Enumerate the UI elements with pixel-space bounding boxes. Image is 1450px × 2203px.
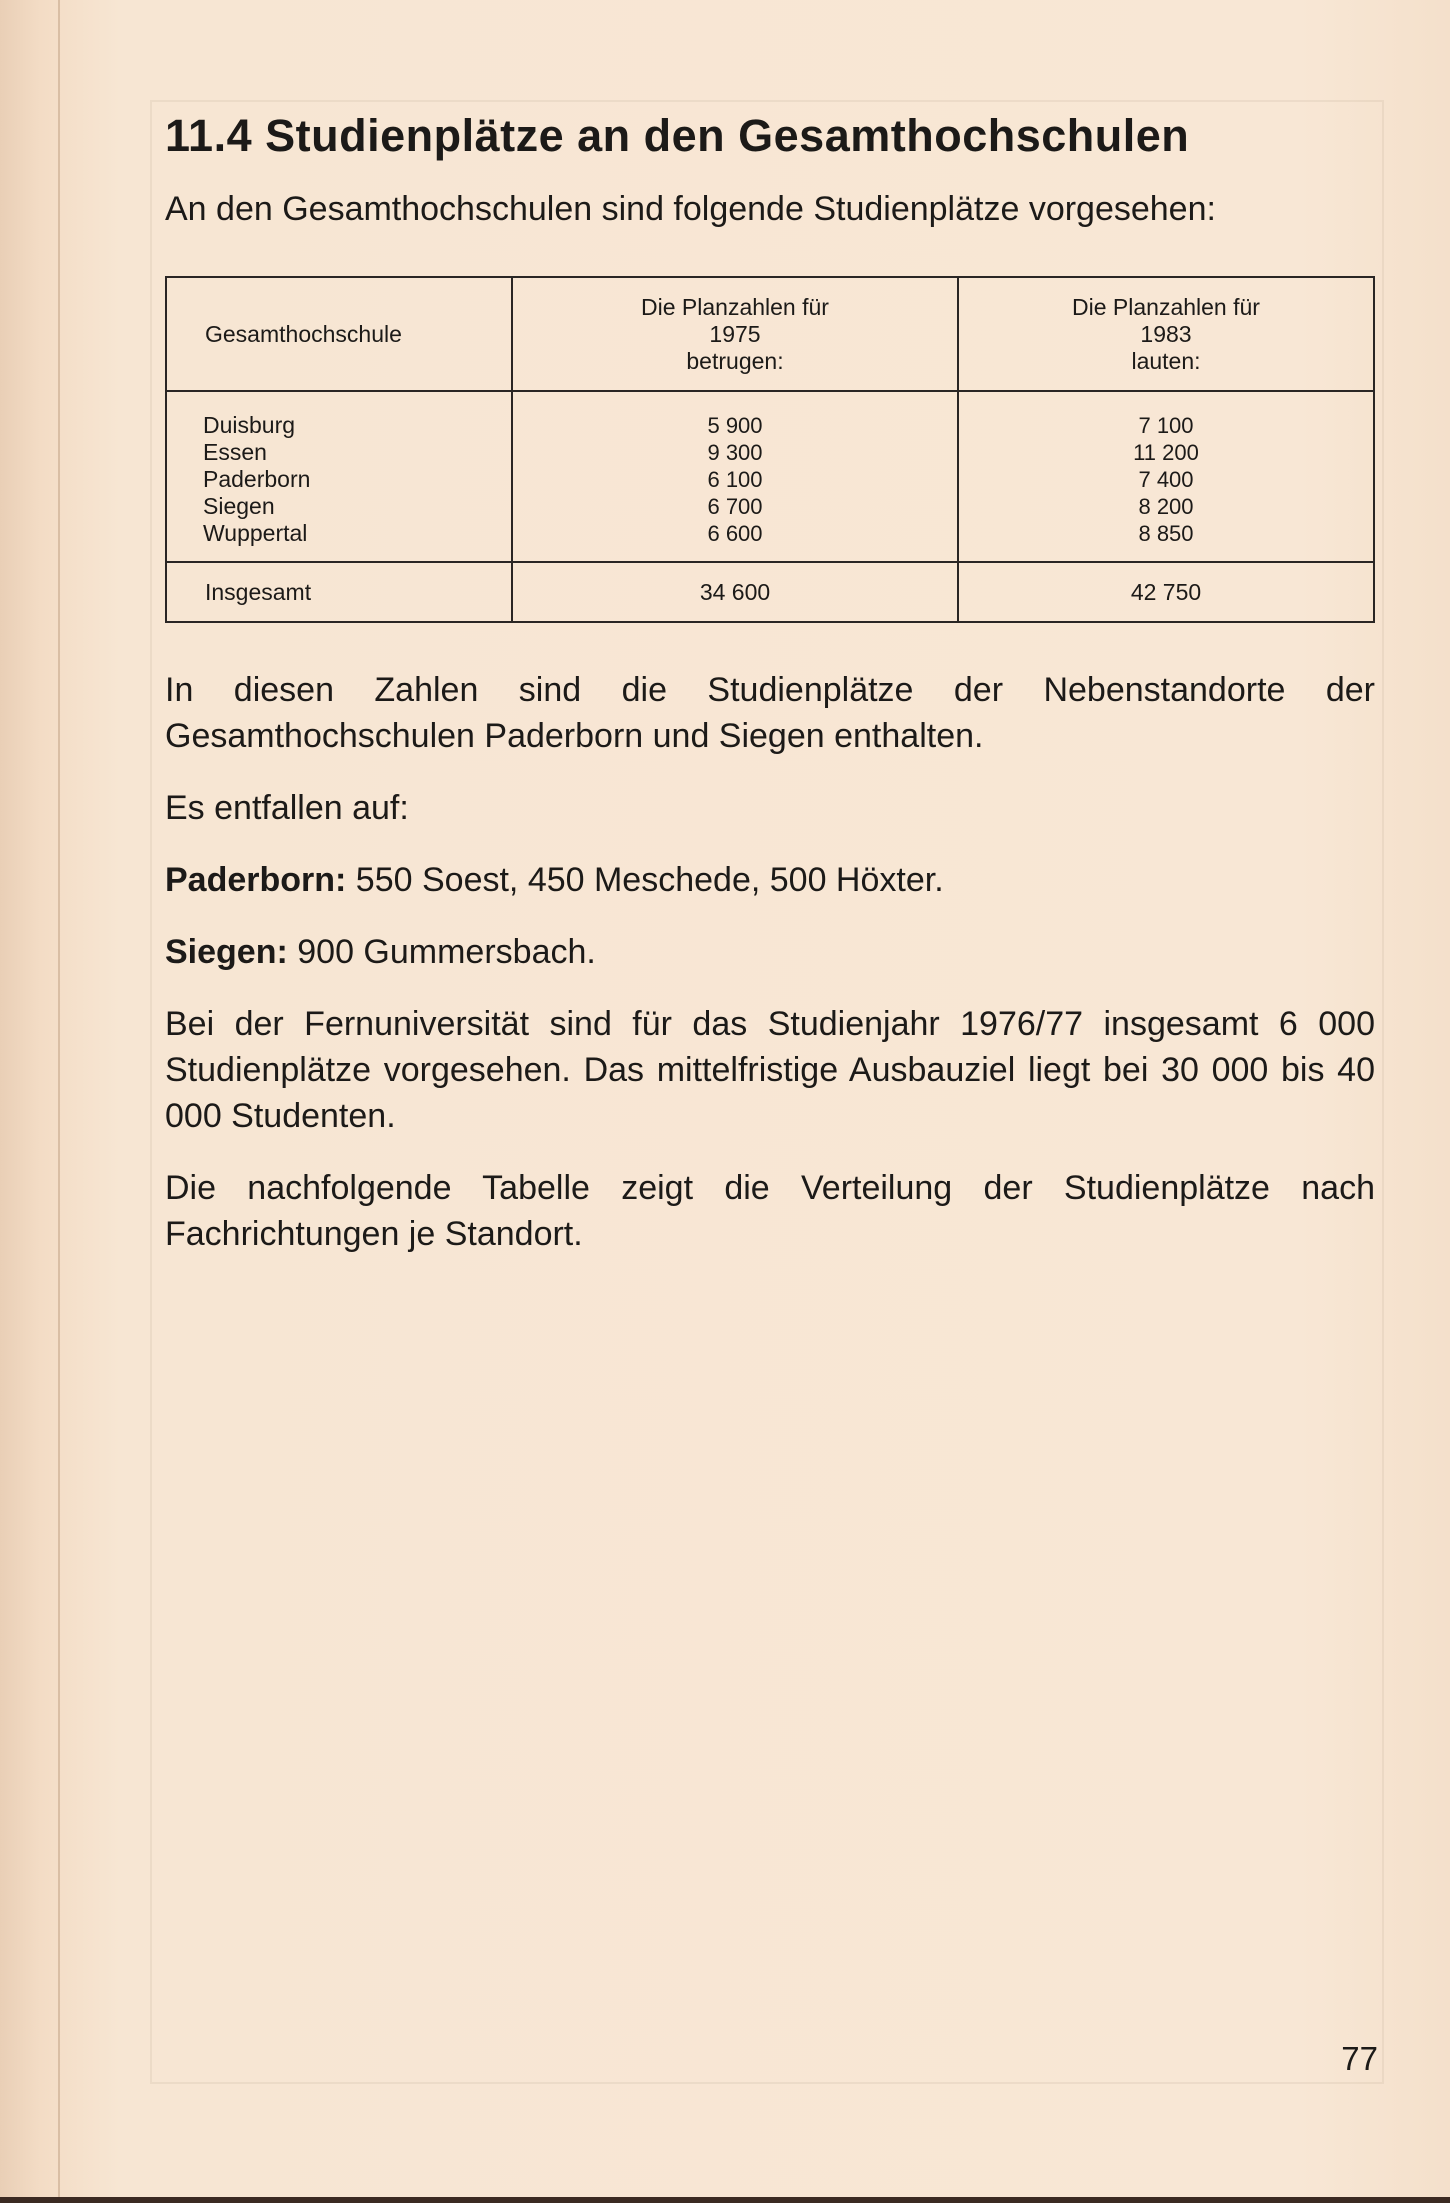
table-cell-1983: 11 200 [1133,440,1199,465]
total-label: Insgesamt [166,562,512,622]
paragraph-nebenstandorte: In diesen Zahlen sind die Studienplätze der Nebenstandorte der Gesamthochschulen Paderborn und Siegen enthalten. [165,671,1375,755]
paderborn-label: Paderborn: [165,861,347,899]
column-1975 [512,391,958,562]
column-1983 [958,391,1374,562]
total-1975: 34 600 [512,562,958,622]
paragraph-siegen [165,929,1375,975]
total-1983: 42 750 [958,562,1374,622]
table-row-name: Essen [203,439,267,465]
table-cell-1983: 8 200 [1138,494,1194,519]
section-heading: 11.4 Studienplätze an den Gesamthochschulen [165,110,1190,161]
table-cell-1983: 7 100 [1138,413,1194,438]
table-cell-1975: 5 900 [707,413,763,438]
paragraph-tabelle: Die nachfolgende Tabelle zeigt die Verteilung der Studienplätze nach Fachrichtungen je Standort. [165,1169,1375,1253]
column-hochschulen [166,391,512,562]
table-row-name: Duisburg [203,412,296,438]
table-cell-1983: 7 400 [1138,467,1194,492]
paragraph-entfallen: Es entfallen auf: [165,789,409,827]
siegen-label: Siegen: [165,933,288,971]
page-spine [58,0,60,2203]
table-cell-1975: 9 300 [707,440,763,465]
table-total-row [166,562,1374,622]
header-gesamthochschule: Gesamthochschule [166,277,512,391]
paragraph-fernuniversitaet: Bei der Fernuniversität sind für das Studienjahr 1976/77 insgesamt 6 000 Studienplätze vorgesehen. Das mittelfristige Ausbauziel liegt bei 30 000 bis 40 000 Studenten. [165,1005,1375,1135]
header-planzahlen-1975: Die Planzahlen für 1975 betrugen: [512,277,958,391]
table-header-row [166,277,1374,391]
siegen-text: 900 Gummersbach. [287,933,596,971]
table-cell-1983: 8 850 [1138,521,1194,546]
paragraph-paderborn [165,857,1375,903]
table-cell-1975: 6 700 [707,494,763,519]
table-row-name: Wuppertal [203,520,308,546]
table-body-row [166,391,1374,562]
page-content [165,100,1375,1257]
intro-paragraph: An den Gesamthochschulen sind folgende Studienplätze vorgesehen: [165,190,1216,228]
page-number: 77 [1341,2040,1378,2077]
header-planzahlen-1983: Die Planzahlen für 1983 lauten: [958,277,1374,391]
table-row-name: Siegen [203,493,275,519]
table-row-name: Paderborn [203,466,311,492]
paderborn-text: 550 Soest, 450 Meschede, 500 Höxter. [346,861,944,899]
planzahlen-table [165,276,1375,623]
table-cell-1975: 6 600 [707,521,763,546]
table-cell-1975: 6 100 [707,467,763,492]
page-bottom-edge [0,2197,1450,2203]
